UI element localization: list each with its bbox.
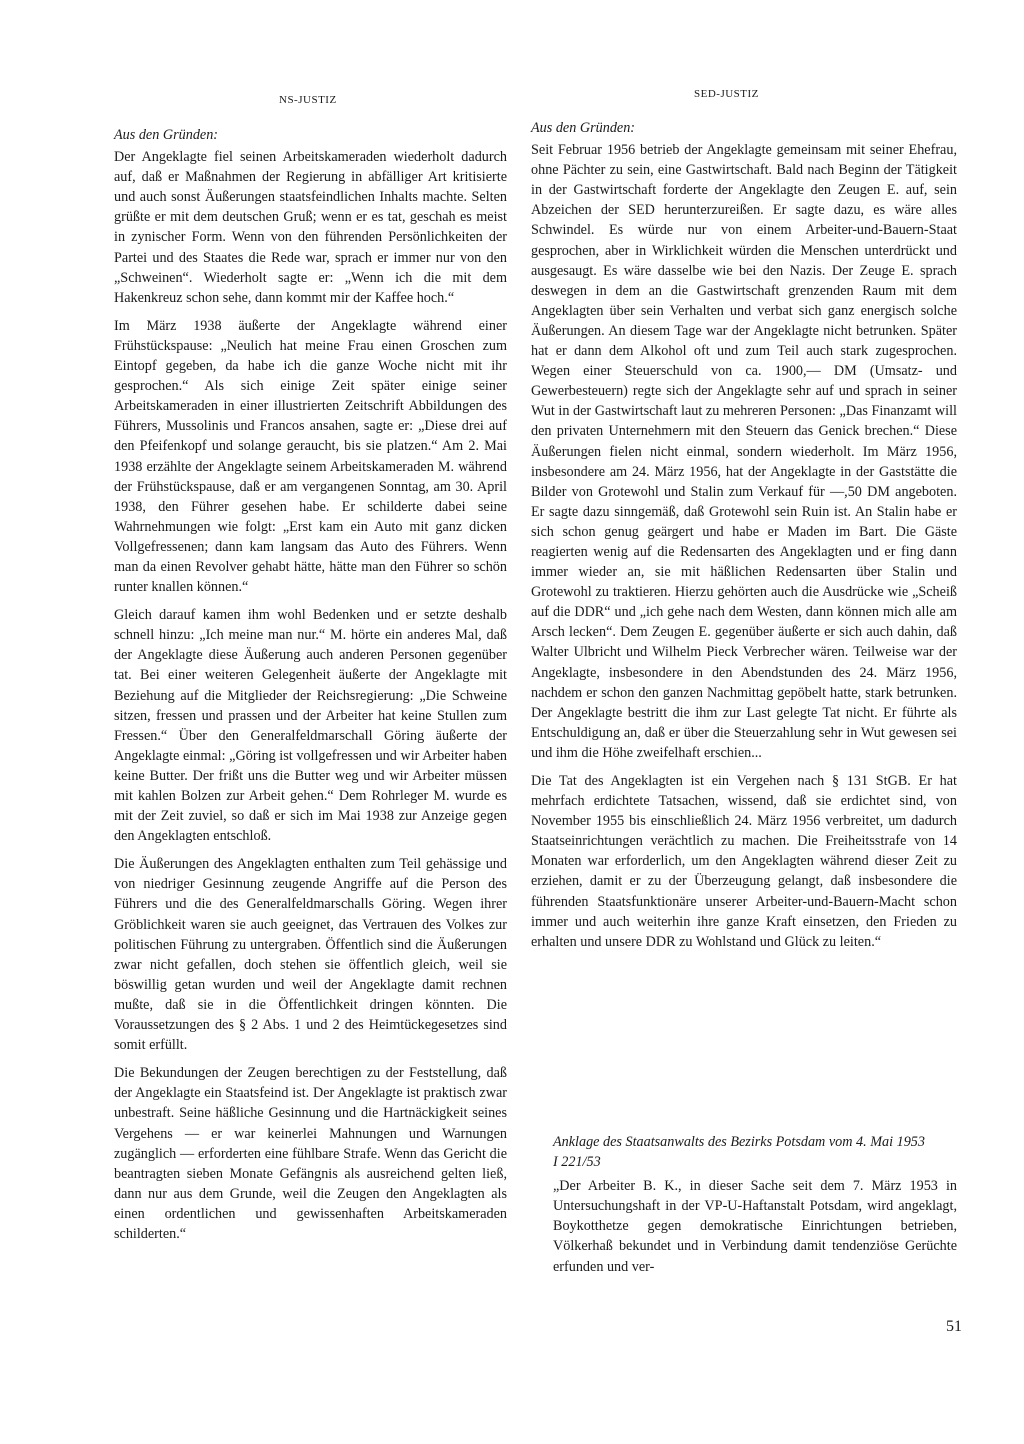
indictment-title: Anklage des Staatsanwalts des Bezirks Potsdam vom 4. Mai 1953 — [553, 1134, 925, 1150]
left-running-header: NS-JUSTIZ — [279, 94, 337, 106]
indictment-reference: I 221/53 — [553, 1154, 601, 1171]
left-paragraph-5: Die Bekundungen der Zeugen berechtigen zu der Feststellung, daß der Angeklagte ein Staatsfeind ist. Der Angeklagte ist praktisch zwar unbestraft. Seine häßliche Gesinnung und die Hartnäckigkeit seines Vergehens — er war keinerlei Mahnungen und Warnungen zugänglich — erforderten eine fühlbare Strafe. Wenn das Gericht die beantragten sieben Monate Gefängnis als ausreichend gelten ließ, dann nur aus dem Grunde, weil die Zeugen den Angeklagten als einen ordentlichen und gewissenhaften Arbeitskameraden schilderten.“ — [114, 1065, 507, 1242]
indictment-section — [553, 1132, 957, 1285]
left-paragraph-3: Gleich darauf kamen ihm wohl Bedenken und er setzte deshalb schnell hinzu: „Ich meine man nur.“ M. hörte ein anderes Mal, daß der Angeklagte diese Äußerung auch anderen Personen gegenüber tat. Bei einer weiteren Gelegenheit äußerte der Angeklagte mit Beziehung auf die Mitglieder der Reichsregierung: „Die Schweine sitzen, fressen und prassen und der Arbeiter hat keine Stullen zum Fressen.“ Über den Generalfeldmarschall Göring äußerte der Angeklagte einmal: „Göring ist vollgefressen und wir Arbeiter haben keine Butter. Der frißt uns die Butter weg und wir Arbeiter müssen mit kahlen Bolzen zur Arbeit gehen.“ Dem Rohrleger M. wurde es mit der Zeit zuviel, so daß er sich im Mai 1938 zur Anzeige gegen den Angeklagten entschloß. — [114, 607, 507, 845]
right-column — [531, 118, 957, 960]
right-heading: Aus den Gründen: — [531, 120, 636, 136]
left-column — [114, 125, 507, 1252]
right-paragraph-1: Seit Februar 1956 betrieb der Angeklagte gemeinsam mit seiner Ehefrau, ohne Pächter zu sein, eine Gastwirtschaft. Bald nach Beginn der Tätigkeit in der Gastwirtschaft forderte der Angeklagte den Zeugen E. auf, sein Abzeichen der SED herunterzureißen. Er sagte dazu, es wäre alles Schwindel. Es würde nur von einem Arbeiter-und-Bauern-Staat gesprochen, aber in Wirklichkeit würden die Menschen unterdrückt und ausgesaugt. Es wäre dasselbe wie bei den Nazis. Der Zeuge E. sprach deswegen in dem an die Gastwirtschaft grenzenden Raum mit dem Angeklagten über sein Verhalten und verbat sich ganz energisch solche Äußerungen. An diesem Tage war der Angeklagte nicht betrunken. Später hat er dann dem Alkohol oft und zum Teil auch stark zugesprochen. Wegen einer Steuerschuld von ca. 1900,— DM (Umsatz- und Gewerbesteuern) regte sich der Angeklagte sehr auf und sprach in seiner Wut in der Gastwirtschaft laut zu mehreren Personen: „Das Finanzamt will den privaten Unternehmern mit den Steuern das Genick brechen.“ Diese Äußerungen fielen nicht einmal, sondern wiederholt. Im März 1956, insbesondere am 24. März 1956, hat der Angeklagte in der Gaststätte die Bilder von Grotewohl und Stalin zum Verkauf für —,50 DM angeboten. Er sagte dazu sinngemäß, daß Grotewohl sein Ruin ist. An Stalin habe er sich schon genug geärgert und habe er Maden im Bart. Die Gäste reagierten wenig auf die Redensarten des Angeklagten und er fing dann immer wieder an, sie mit häßlichen Redensarten über Stalin und Grotewohl zu traktieren. Hierzu gehörten auch die Ausdrücke wie „Scheiß auf die DDR“ und „ich gehe nach dem Westen, dann können mich alle am Arsch lecken“. Dem Zeugen E. gegenüber äußerte er sich auch dahin, daß Walter Ulbricht und Wilhelm Pieck Verbrecher wären. Teilweise war der Angeklagte, insbesondere in den Abendstunden des 24. März 1956, nachdem er schon den ganzen Nachmittag gepöbelt hatte, stark betrunken. Der Angeklagte bestritt die ihm zur Last gelegte Tat nicht. Er führte als Entschuldigung an, daß er über die Steuerzahlung sehr in Wut gewesen sei und ihm die Höhe zweifelhaft erschien... — [531, 142, 957, 761]
right-paragraph-2: Die Tat des Angeklagten ist ein Vergehen nach § 131 StGB. Er hat mehrfach erdichtete Tatsachen, wissend, daß sie erdichtet sind, von November 1955 bis einschließlich 24. März 1956 verbreitet, um dadurch Staatseinrichtungen verächtlich zu machen. Die Freiheitsstrafe von 14 Monaten war erforderlich, um den Angeklagten während dieser Zeit zu erziehen, damit er zu der Überzeugung gelangt, daß insbesondere die führenden Staatsfunktionäre unserer Arbeiter-und-Bauern-Macht schon immer und auch weiterhin ihre ganze Kraft einsetzen, den Frieden zu erhalten und unsere DDR zu Wohlstand und Glück zu leiten.“ — [531, 773, 957, 950]
left-paragraph-4: Die Äußerungen des Angeklagten enthalten zum Teil gehässige und von niedriger Gesinnung zeugende Angriffe auf die Person des Führers und die des Generalfeldmarschalls Göring. Wegen ihrer Gröblichkeit waren sie auch geeignet, das Vertrauen des Volkes zur politischen Führung zu untergraben. Öffentlich sind die Äußerungen zwar nicht gefallen, doch stehen sie öffentlich gleich, weil sie böswillig getan wurden und weil der Angeklagte damit rechnen mußte, daß sie in die Öffentlichkeit dringen könnten. Die Voraussetzungen des § 2 Abs. 1 und 2 des Heimtückegesetzes sind somit erfüllt. — [114, 856, 507, 1054]
right-running-header: SED-JUSTIZ — [694, 88, 759, 100]
left-paragraph-1: Der Angeklagte fiel seinen Arbeitskameraden wiederholt dadurch auf, daß er Maßnahmen der Regierung in abfälliger Art kritisierte und auch sonst Äußerungen staatsfeindlichen Inhalts machte. Selten grüßte er mit dem deutschen Gruß; wenn er es tat, geschah es meist in zynischer Form. Wenn von den führenden Persönlichkeiten der Partei und des Staates die Rede war, sprach er immer nur von den „Schweinen“. Wiederholt sagte er: „Wenn ich die mit dem Hakenkreuz schon sehe, dann kommt mir der Kaffee hoch.“ — [114, 149, 507, 306]
left-heading: Aus den Gründen: — [114, 127, 219, 143]
indictment-text: „Der Arbeiter B. K., in dieser Sache seit dem 7. März 1953 in Untersuchungshaft in der VP-U-Haftanstalt Potsdam, wird angeklagt, Boykotthetze gegen demokratische Einrichtungen betrieben, Völkerhaß bekundet und in Verbindung damit tendenziöse Gerüchte erfunden und ver- — [553, 1178, 957, 1275]
page-number: 51 — [946, 1318, 962, 1335]
left-paragraph-2: Im März 1938 äußerte der Angeklagte während einer Frühstückspause: „Neulich hat meine Frau einen Groschen zum Eintopf gegeben, da habe ich die ganze Woche nicht mit ihr gesprochen.“ Als sich einige Zeit später einige seiner Arbeitskameraden in einer illustrierten Zeitschrift Abbildungen des Führers, Mussolinis und Francos ansahen, sagte er: „Diese drei auf den Pfeifenkopf und solange geraucht, bis sie platzen.“ Am 2. Mai 1938 erzählte der Angeklagte seinem Arbeitskameraden M. während der Frühstückspause, daß er am vergangenen Sonntag, am 30. April 1938, den Führer gesehen habe. Er schilderte dabei seine Wahrnehmungen wie folgt: „Erst kam ein Auto mit ganz dicken Vollgefressenen; dann kam langsam das Auto des Führers. Wenn man da einen Revolver gehabt hätte, hätte man den Führer so schön runter knallen können.“ — [114, 317, 507, 596]
